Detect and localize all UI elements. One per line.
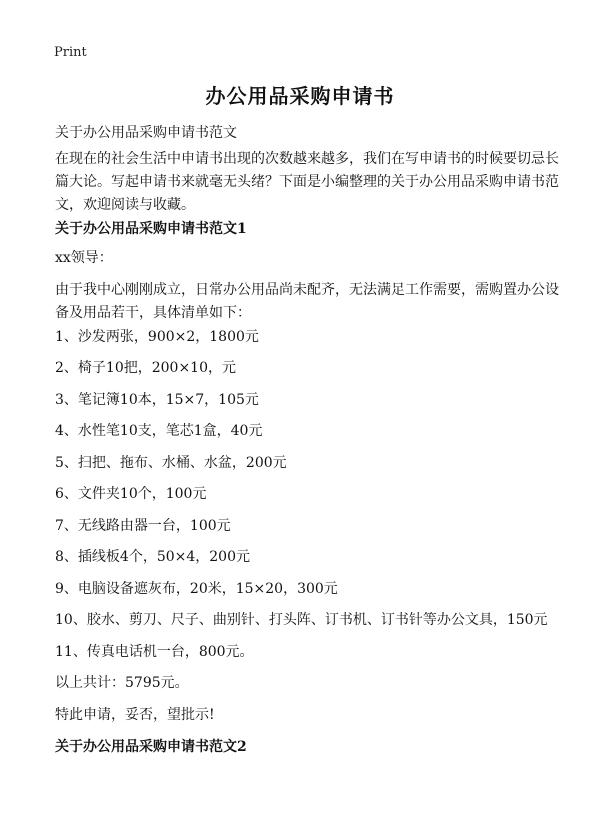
page-title: 办公用品采购申请书 (205, 84, 395, 108)
list-item: 6、文件夹10个，100元 (55, 486, 207, 502)
list-item: 3、笔记簿10本，15×7，105元 (55, 392, 259, 408)
document-subtitle: 关于办公用品采购申请书范文 (55, 125, 237, 141)
list-item: 11、传真电话机一台，800元。 (55, 644, 254, 660)
list-item: 4、水性笔10支，笔芯1盒，40元 (55, 423, 263, 439)
closing-line: 特此申请，妥否，望批示! (55, 707, 215, 723)
body-paragraph: 由于我中心刚刚成立，日常办公用品尚未配齐，无法满足工作需要，需购置办公设备及用品若干，具体清单如下： (55, 282, 559, 321)
section-heading-2: 关于办公用品采购申请书范文2 (55, 739, 247, 755)
list-item: 2、椅子10把，200×10，元 (55, 360, 236, 376)
list-item: 9、电脑设备遮灰布，20米，15×20，300元 (55, 581, 338, 597)
list-item: 1、沙发两张，900×2，1800元 (55, 329, 259, 345)
salutation: xx领导： (55, 250, 113, 266)
total-line: 以上共计：5795元。 (55, 675, 189, 691)
list-item: 10、胶水、剪刀、尺子、曲别针、打头阵、订书机、订书针等办公文具，150元 (55, 612, 548, 628)
list-item: 7、无线路由器一台，100元 (55, 518, 231, 534)
list-item: 5、扫把、拖布、水桶、水盆，200元 (55, 455, 287, 471)
section-heading-1: 关于办公用品采购申请书范文1 (55, 221, 247, 237)
list-item: 8、插线板4个，50×4，200元 (55, 549, 250, 565)
intro-paragraph: 在现在的社会生活中申请书出现的次数越来越多，我们在写申请书的时候要切忌长篇大论。写起申请书来就毫无头绪？下面是小编整理的关于办公用品采购申请书范文，欢迎阅读与收藏。 (55, 151, 559, 213)
print-link[interactable]: Print (54, 45, 87, 60)
